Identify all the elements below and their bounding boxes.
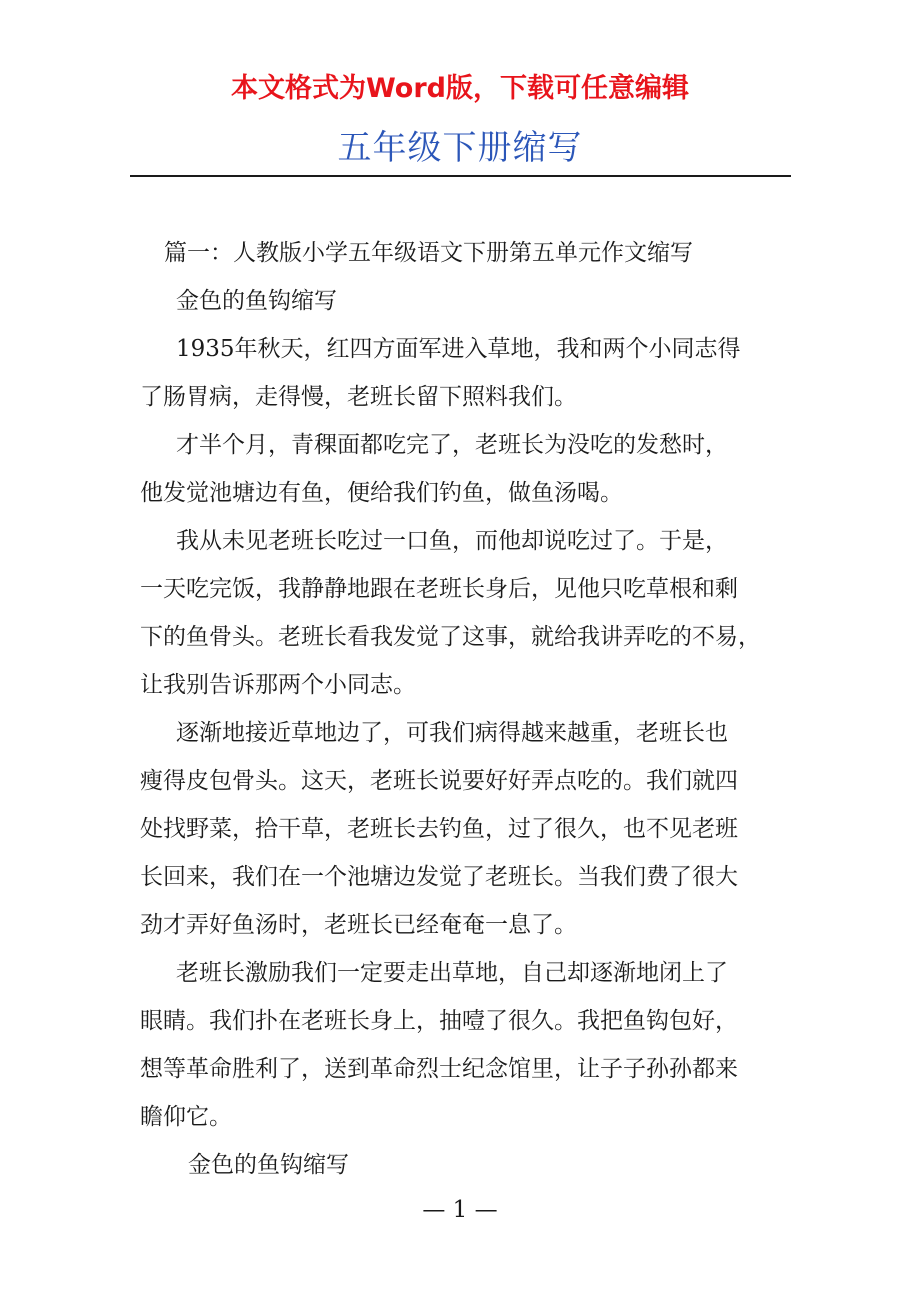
paragraph-line: 瘦得皮包骨头。这天，老班长说要好好弄点吃的。我们就四 [140,768,738,794]
paragraph-line: 一天吃完饭，我静静地跟在老班长身后，见他只吃草根和剩 [140,576,738,602]
paragraph-line: 老班长激励我们一定要走出草地，自己却逐渐地闭上了 [176,960,728,986]
document-title: 五年级下册缩写 [337,128,583,168]
paragraph-line: 我从未见老班长吃过一口鱼，而他却说吃过了。于是， [176,528,728,554]
title-divider [130,175,791,177]
paragraph-line: 长回来，我们在一个池塘边发觉了老班长。当我们费了很大 [140,864,738,890]
paragraph-line: 才半个月，青稞面都吃完了，老班长为没吃的发愁时， [176,432,728,458]
paragraph-line: 处找野菜，拾干草，老班长去钓鱼，过了很久，也不见老班 [140,816,738,842]
format-banner: 本文格式为Word版，下载可任意编辑 [230,73,689,104]
paragraph-line: 他发觉池塘边有鱼，便给我们钓鱼，做鱼汤喝。 [140,480,623,506]
paragraph-line: 下的鱼骨头。老班长看我发觉了这事，就给我讲弄吃的不易， [140,624,761,650]
paragraph-line: 想等革命胜利了，送到革命烈士纪念馆里，让子子孙孙都来 [140,1056,738,1082]
section-heading: 篇一：人教版小学五年级语文下册第五单元作文缩写 [164,240,693,266]
paragraph-line: 瞻仰它。 [140,1104,232,1130]
paragraph-line: 眼睛。我们扑在老班长身上，抽噎了很久。我把鱼钩包好， [140,1008,738,1034]
paragraph-line: 逐渐地接近草地边了，可我们病得越来越重，老班长也 [176,720,728,746]
paragraph-line: 了肠胃病，走得慢，老班长留下照料我们。 [140,384,577,410]
document-body [140,229,795,1189]
paragraph-line: 让我别告诉那两个小同志。 [140,672,416,698]
page-number: — 1 — [422,1197,498,1223]
subheading: 金色的鱼钩缩写 [176,288,337,314]
paragraph-line: 劲才弄好鱼汤时，老班长已经奄奄一息了。 [140,912,577,938]
paragraph-line: 1935年秋天，红四方面军进入草地，我和两个小同志得 [176,336,741,362]
subheading: 金色的鱼钩缩写 [188,1152,349,1178]
